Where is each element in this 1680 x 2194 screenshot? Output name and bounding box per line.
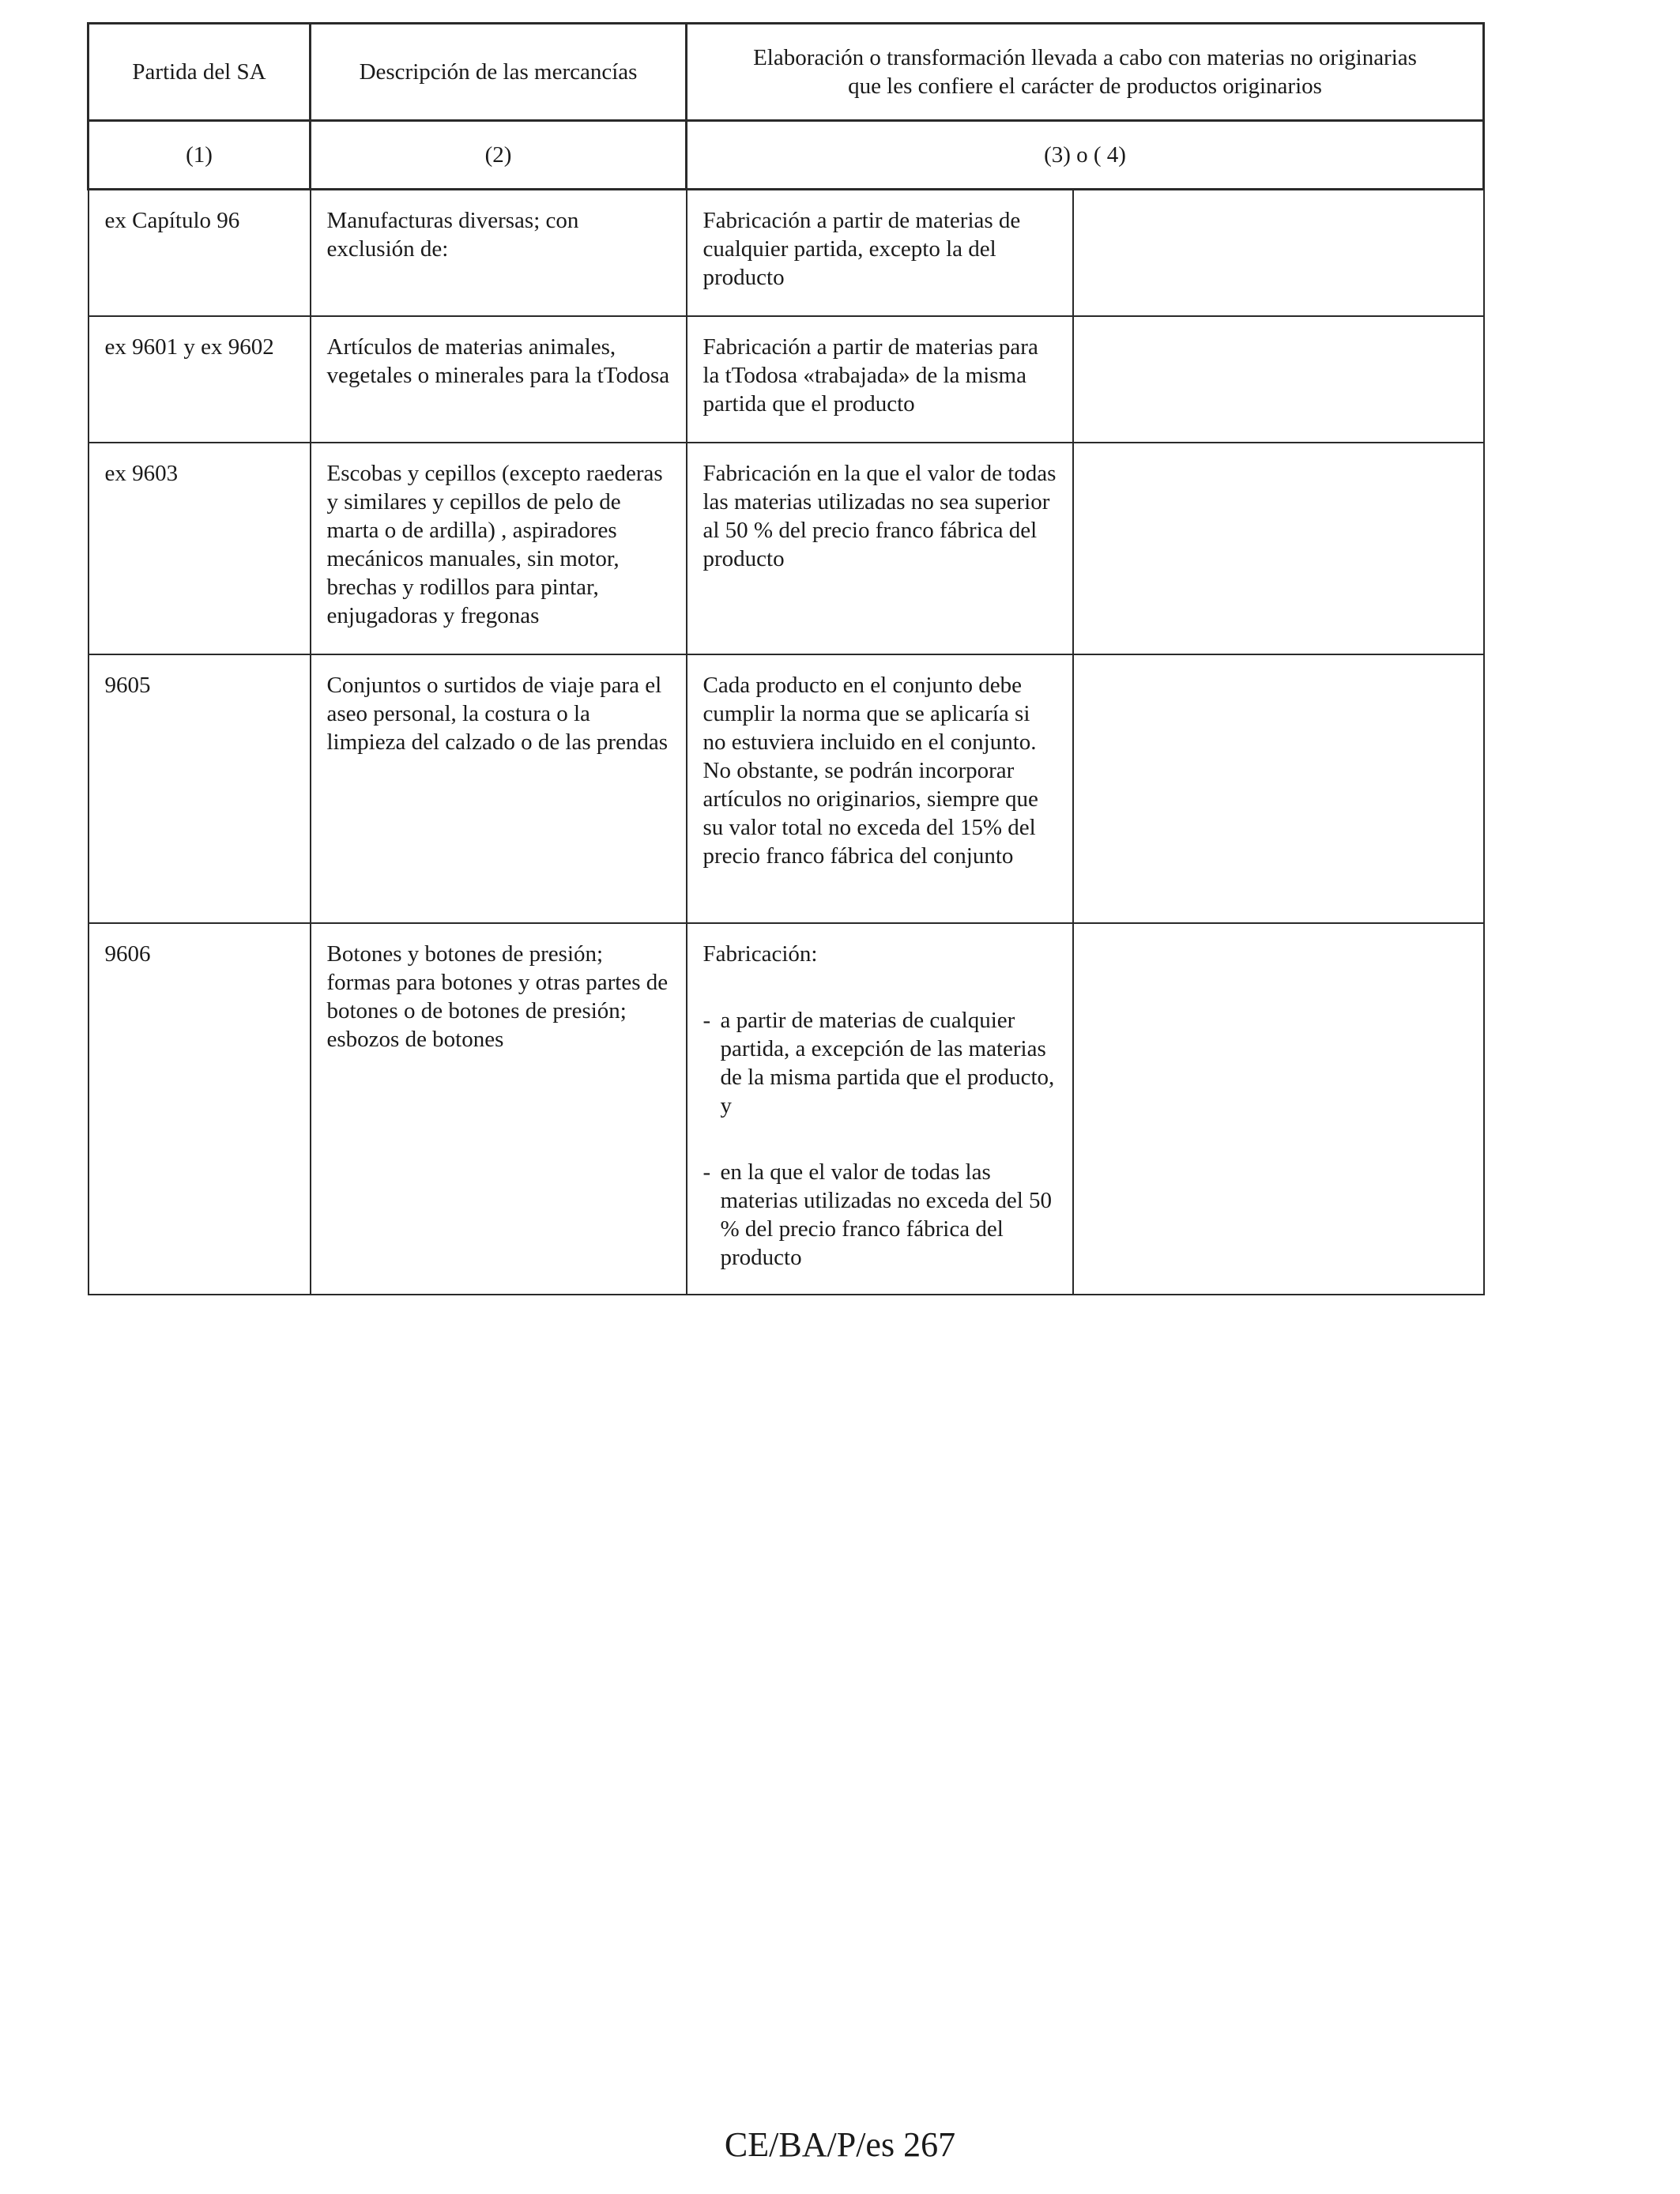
dash-bullet: - — [703, 1008, 711, 1033]
table-row — [89, 654, 1484, 923]
cell-elaboracion: Fabricación en la que el valor de todas las materias utilizadas no sea superior al 50 % del precio franco fábrica del producto — [687, 443, 1073, 654]
cell-alternative — [1073, 316, 1484, 443]
cell-elaboracion — [687, 923, 1073, 1295]
cell-descripcion: Botones y botones de presión; formas para botones y otras partes de botones o de botones de presión; esbozos de botones — [311, 923, 687, 1295]
page-footer-label: CE/BA/P/es 267 — [724, 2125, 956, 2164]
cell-descripcion: Artículos de materias animales, vegetales o minerales para la tTodosa — [311, 316, 687, 443]
column-number-1: (1) — [89, 121, 311, 190]
column-number-row — [89, 121, 1484, 190]
header-descripcion: Descripción de las mercancías — [311, 24, 687, 121]
elaboracion-list-item — [703, 1006, 1057, 1120]
header-partida: Partida del SA — [89, 24, 311, 121]
table-row — [89, 190, 1484, 317]
cell-descripcion: Escobas y cepillos (excepto raederas y similares y cepillos de pelo de marta o de ardilla) , aspiradores mecánicos manuales, sin motor, brechas y rodillos para pintar, enjugadoras y fregonas — [311, 443, 687, 654]
cell-elaboracion: Fabricación a partir de materias para la tTodosa «trabajada» de la misma partida que el producto — [687, 316, 1073, 443]
cell-elaboracion: Fabricación a partir de materias de cualquier partida, excepto la del producto — [687, 190, 1073, 317]
dash-bullet: - — [703, 1159, 711, 1185]
cell-descripcion: Conjuntos o surtidos de viaje para el aseo personal, la costura o la limpieza del calzado o de las prendas — [311, 654, 687, 923]
column-number-2: (2) — [311, 121, 687, 190]
header-elaboracion-line2: que les confiere el carácter de productos originarios — [848, 74, 1322, 99]
cell-alternative — [1073, 190, 1484, 317]
cell-elaboracion: Cada producto en el conjunto debe cumplir la norma que se aplicaría si no estuviera incluido en el conjunto. No obstante, se podrán incorporar artículos no originarios, siempre que su valor total no exceda del 15% del precio franco fábrica del conjunto — [687, 654, 1073, 923]
cell-alternative — [1073, 654, 1484, 923]
cell-partida: ex 9603 — [89, 443, 311, 654]
elaboracion-item-text: en la que el valor de todas las materias utilizadas no exceda del 50 % del precio franco fábrica del producto — [720, 1159, 1053, 1270]
table-row — [89, 923, 1484, 1295]
table-header-row — [89, 24, 1484, 121]
elaboracion-list-item — [703, 1158, 1057, 1272]
cell-partida: ex Capítulo 96 — [89, 190, 311, 317]
cell-partida: ex 9601 y ex 9602 — [89, 316, 311, 443]
cell-partida: 9606 — [89, 923, 311, 1295]
header-elaboracion — [687, 24, 1484, 121]
cell-descripcion: Manufacturas diversas; con exclusión de: — [311, 190, 687, 317]
table-row — [89, 443, 1484, 654]
cell-partida: 9605 — [89, 654, 311, 923]
table-row — [89, 316, 1484, 443]
column-number-3-4: (3) o ( 4) — [687, 121, 1484, 190]
elaboracion-item-text: a partir de materias de cualquier partida, a excepción de las materias de la misma partida que el producto, y — [720, 1008, 1055, 1118]
header-elaboracion-line1: Elaboración o transformación llevada a cabo con materias no originarias — [753, 45, 1417, 70]
elaboracion-intro: Fabricación: — [703, 941, 818, 967]
cell-alternative — [1073, 443, 1484, 654]
cell-alternative — [1073, 923, 1484, 1295]
origin-rules-table — [87, 22, 1485, 1295]
